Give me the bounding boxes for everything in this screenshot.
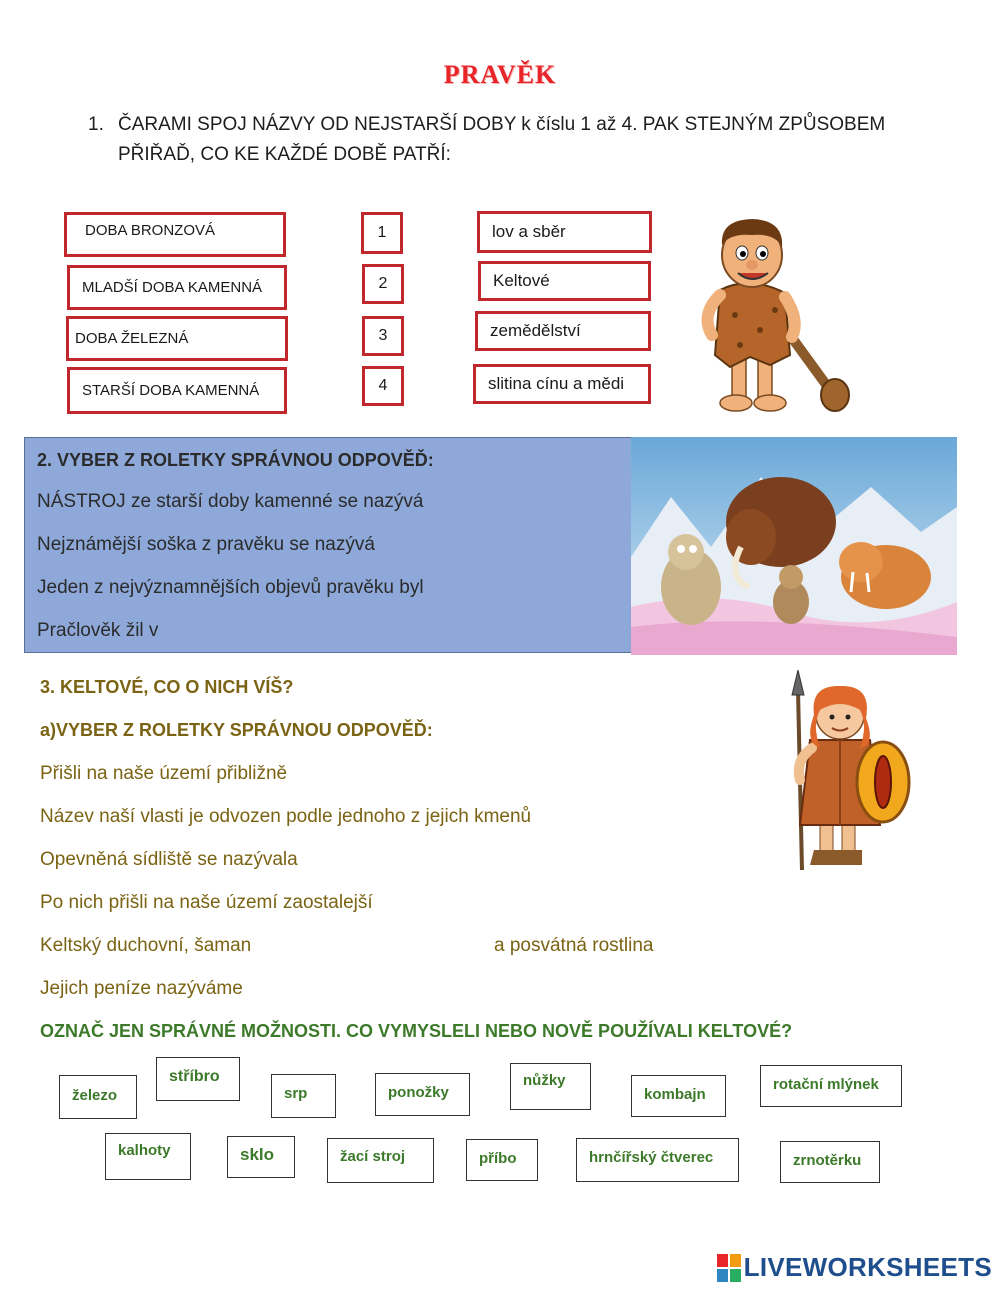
number-label: 4 (378, 377, 388, 394)
option-label: stříbro (169, 1068, 220, 1085)
number-box-2[interactable] (362, 264, 404, 304)
match-label: lov a sběr (492, 222, 566, 241)
match-box-3[interactable] (475, 311, 651, 351)
period-box-2[interactable] (67, 265, 287, 310)
task2-question-1: NÁSTROJ ze starší doby kamenné se nazývá (37, 491, 424, 512)
options-heading: OZNAČ JEN SPRÁVNÉ MOŽNOSTI. CO VYMYSLELI NEBO NOVĚ POUŽÍVALI KELTOVÉ? (40, 1021, 793, 1041)
task2-question-4: Pračlověk žil v (37, 620, 159, 641)
option-srp[interactable] (271, 1074, 336, 1118)
period-box-4[interactable] (67, 367, 287, 414)
celtic-warrior-icon (780, 670, 920, 875)
number-box-4[interactable] (362, 366, 404, 406)
period-box-1[interactable] (64, 212, 286, 257)
option-nuzky[interactable] (510, 1063, 591, 1110)
number-label: 3 (378, 327, 388, 344)
caveman-icon (690, 215, 860, 415)
footer-brand: LIVEWORKSHEETS (743, 1252, 992, 1282)
option-hrncirsky-ctverec[interactable] (576, 1138, 739, 1182)
option-zaci-stroj[interactable] (327, 1138, 434, 1183)
number-label: 2 (378, 275, 388, 292)
task2-question-3: Jeden z nejvýznamnějších objevů pravěku byl (37, 577, 424, 598)
liveworksheets-logo (717, 1252, 992, 1283)
option-kombajn[interactable] (631, 1075, 726, 1117)
option-label: příbo (479, 1150, 517, 1167)
ice-age-animals-image (631, 437, 957, 655)
task3-question-5: Keltský duchovní, šaman (40, 935, 252, 956)
task3-question-6: Jejich peníze nazýváme (40, 978, 243, 999)
task1-line2: PŘIŘAĎ, CO KE KAŽDÉ DOBĚ PATŘÍ: (118, 144, 451, 165)
option-sklo[interactable] (227, 1136, 295, 1178)
period-label: DOBA ŽELEZNÁ (75, 330, 189, 347)
match-box-4[interactable] (473, 364, 651, 404)
task3-question-1: Přišli na naše území přibližně (40, 763, 288, 784)
number-label: 1 (377, 224, 387, 241)
option-label: srp (284, 1085, 308, 1102)
option-rotacni-mlynek[interactable] (760, 1065, 902, 1107)
option-label: železo (72, 1087, 118, 1104)
task1-number: 1. (88, 114, 104, 135)
option-label: kalhoty (118, 1142, 171, 1159)
period-label: MLADŠÍ DOBA KAMENNÁ (82, 279, 263, 296)
option-label: nůžky (523, 1072, 566, 1089)
option-label: žací stroj (340, 1148, 406, 1165)
task3-question-2: Název naší vlasti je odvozen podle jednoho z jejich kmenů (40, 806, 532, 827)
match-label: slitina cínu a mědi (488, 374, 625, 393)
option-label: hrnčířský čtverec (589, 1149, 714, 1166)
number-box-1[interactable] (361, 212, 403, 254)
match-box-1[interactable] (477, 211, 652, 253)
period-label: DOBA BRONZOVÁ (85, 222, 216, 239)
option-zelezo[interactable] (59, 1075, 137, 1119)
match-label: Keltové (493, 271, 550, 290)
option-label: rotační mlýnek (773, 1076, 879, 1093)
period-label: STARŠÍ DOBA KAMENNÁ (82, 382, 260, 399)
option-zrnoterku[interactable] (780, 1141, 880, 1183)
task2-heading: 2. VYBER Z ROLETKY SPRÁVNOU ODPOVĚĎ: (37, 450, 434, 470)
option-label: zrnotěrku (793, 1152, 862, 1169)
live-logo-icon (717, 1254, 741, 1282)
task2-panel (24, 437, 634, 653)
task3-question-4: Po nich přišli na naše území zaostalejší (40, 892, 373, 913)
task2-question-2: Nejznámější soška z pravěku se nazývá (37, 534, 375, 555)
option-pribo[interactable] (466, 1139, 538, 1181)
task1-line1: ČARAMI SPOJ NÁZVY OD NEJSTARŠÍ DOBY k číslu 1 až 4. PAK STEJNÝM ZPŮSOBEM (118, 114, 886, 135)
option-ponozky[interactable] (375, 1073, 470, 1116)
task3-question-3: Opevněná sídliště se nazývala (40, 849, 298, 870)
option-kalhoty[interactable] (105, 1133, 191, 1180)
option-label: sklo (240, 1145, 275, 1164)
task3-subheading: a)VYBER Z ROLETKY SPRÁVNOU ODPOVĚĎ: (40, 720, 433, 740)
task3-heading: 3. KELTOVÉ, CO O NICH VÍŠ? (40, 677, 294, 697)
period-box-3[interactable] (66, 316, 288, 361)
number-box-3[interactable] (362, 316, 404, 356)
option-label: kombajn (644, 1086, 706, 1103)
page-title: PRAVĚK (443, 60, 557, 89)
match-label: zemědělství (490, 321, 581, 340)
option-label: ponožky (388, 1084, 449, 1101)
task3-question-5-suffix: a posvátná rostlina (494, 935, 654, 956)
option-stribro[interactable] (156, 1057, 240, 1101)
match-box-2[interactable] (478, 261, 651, 301)
